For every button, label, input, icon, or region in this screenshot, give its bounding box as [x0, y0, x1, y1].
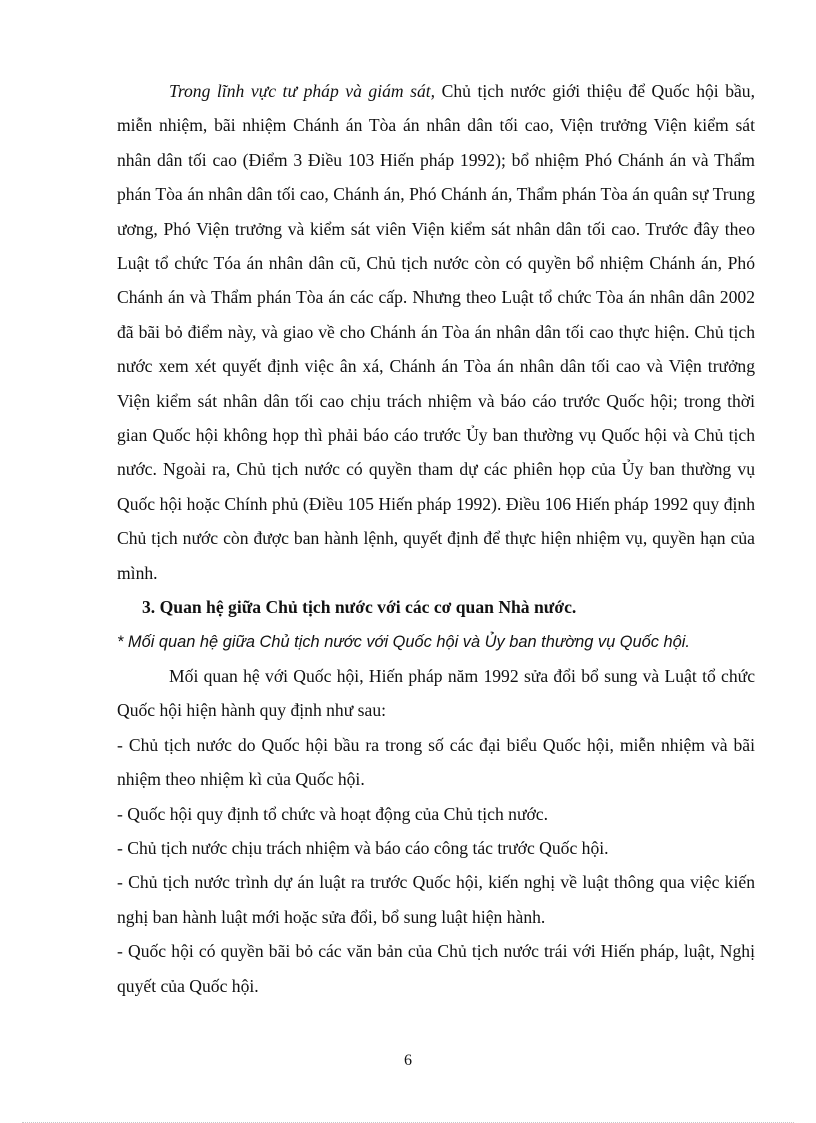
list-item: - Quốc hội quy định tổ chức và hoạt động của Chủ tịch nước. [117, 803, 548, 824]
paragraph-judicial-powers [117, 74, 755, 590]
list-item: - Chủ tịch nước trình dự án luật ra trước Quốc hội, kiến nghị về luật thông qua việc kiến nghị ban hành luật mới hoặc sửa đổi, bổ sung luật hiện hành. [117, 872, 755, 927]
section-heading: 3. Quan hệ giữa Chủ tịch nước với các cơ quan Nhà nước. [142, 597, 577, 618]
list-item: - Quốc hội có quyền bãi bỏ các văn bản của Chủ tịch nước trái với Hiến pháp, luật, Nghị quyết của Quốc hội. [117, 941, 755, 996]
paragraph-relationship-intro: Mối quan hệ với Quốc hội, Hiến pháp năm 1992 sửa đổi bổ sung và Luật tổ chức Quốc hội hiện hành quy định như sau: [117, 665, 755, 721]
list-item: - Chủ tịch nước chịu trách nhiệm và báo cáo công tác trước Quốc hội. [117, 837, 609, 858]
page-number: 6 [404, 1052, 412, 1069]
italic-lead: Trong lĩnh vực tư pháp và giám sát, [169, 81, 436, 101]
section-subheading: * Mối quan hệ giữa Chủ tịch nước với Quốc hội và Ủy ban thường vụ Quốc hội. [117, 632, 690, 651]
list-item: - Chủ tịch nước do Quốc hội bầu ra trong số các đại biểu Quốc hội, miễn nhiệm và bãi nhiệm theo nhiệm kì của Quốc hội. [117, 734, 755, 790]
paragraph-text: Chủ tịch nước giới thiệu để Quốc hội bầu, miễn nhiệm, bãi nhiệm Chánh án Tòa án nhân dân tối cao, Viện trưởng Viện kiểm sát nhân dân tối cao (Điểm 3 Điều 103 Hiến pháp 1992); bổ nhiệm Phó Chánh án và Thẩm phán Tòa án nhân dân tối cao, Chánh án, Phó Chánh án, Thẩm phán Tòa án quân sự Trung ương, Phó Viện trưởng và kiểm sát viên Viện kiểm sát nhân dân tối cao. Trước đây theo Luật tổ chức Tóa án nhân dân cũ, Chủ tịch nước còn có quyền bổ nhiệm Chánh án, Phó Chánh án và Thẩm phán Tòa án các cấp. Nhưng theo Luật tổ chức Tòa án nhân dân 2002 đã bãi bỏ điểm này, và giao về cho Chánh án Tòa án nhân dân tối cao thực hiện. Chủ tịch nước xem xét quyết định việc ân xá, Chánh án Tòa án nhân dân tối cao và Viện trưởng Viện kiểm sát nhân dân tối cao chịu trách nhiệm và báo cáo trước Quốc hội; trong thời gian Quốc hội không họp thì phải báo cáo trước Ủy ban thường vụ Quốc hội và Chủ tịch nước. Ngoài ra, Chủ tịch nước có quyền tham dự các phiên họp của Ủy ban thường vụ Quốc hội hoặc Chính phủ (Điều 105 Hiến pháp 1992). Điều 106 Hiến pháp 1992 quy định Chủ tịch nước còn được ban hành lệnh, quyết định để thực hiện nhiệm vụ, quyền hạn của mình. [117, 81, 755, 583]
document-body [117, 74, 755, 1003]
